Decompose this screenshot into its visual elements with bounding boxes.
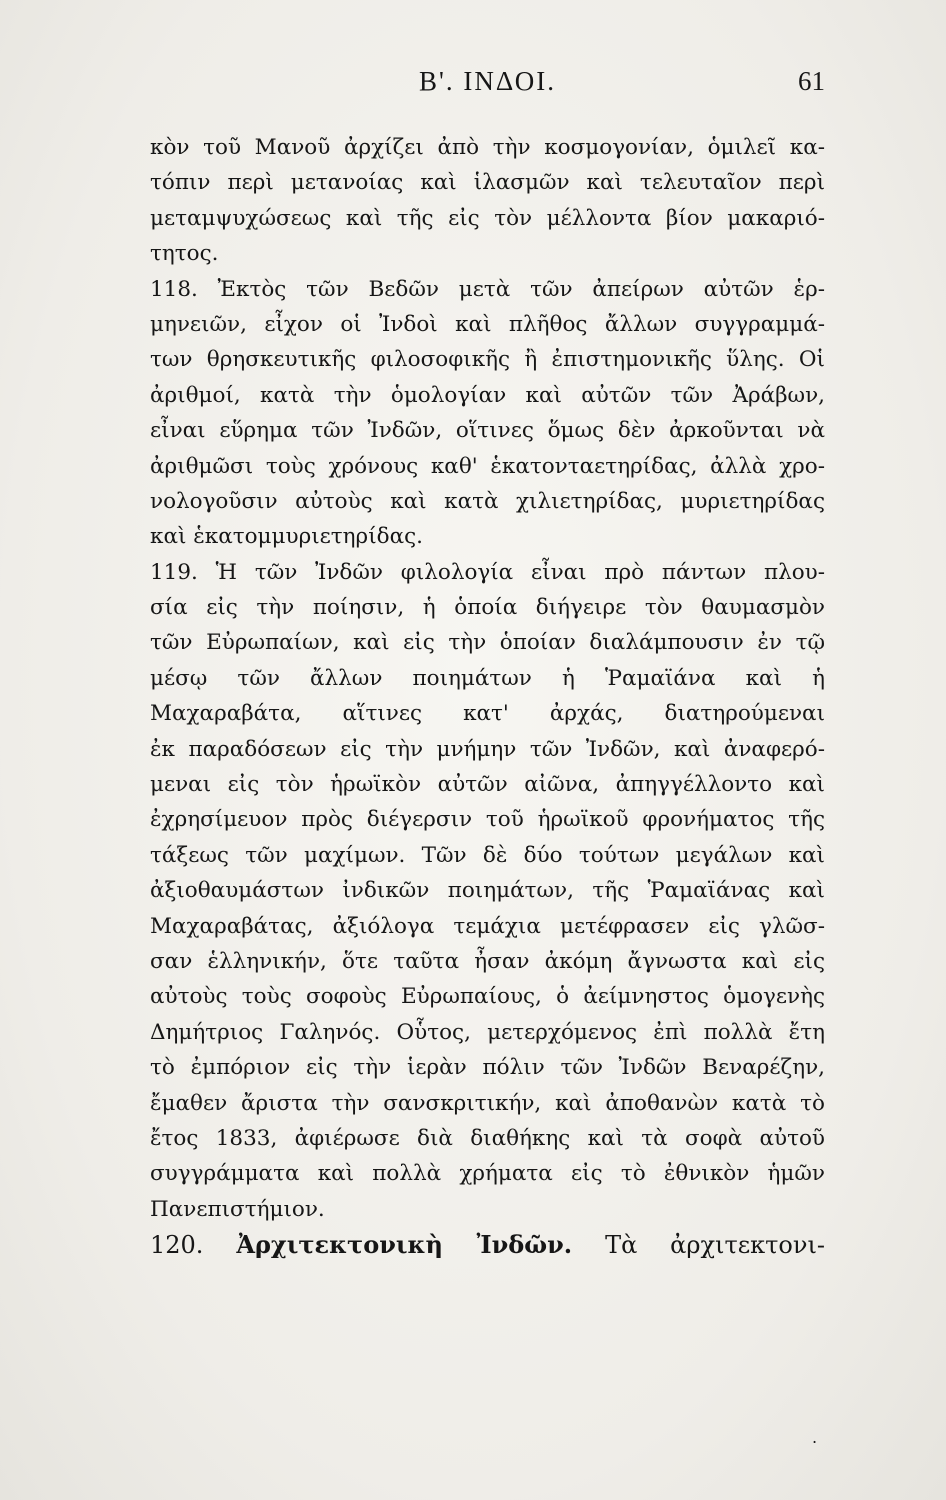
text-line: ἐκ παραδόσεων εἰς τὴν μνήμην τῶν Ἰνδῶν, καὶ ἀναφερό- [150,736,825,762]
text-line: ἀριθμοί, κατὰ τὴν ὁμολογίαν καὶ αὐτῶν τῶν Ἀράβων, [150,382,825,408]
section-number: 120. [150,1231,204,1260]
text-line: μεταμψυχώσεως καὶ τῆς εἰς τὸν μέλλοντα βίον μακαριό- [150,205,825,231]
text-line: 118. Ἐκτὸς τῶν Βεδῶν μετὰ τῶν ἀπείρων αὐτῶν ἑρ- [150,276,825,302]
text-line: μεναι εἰς τὸν ἡρωϊκὸν αὐτῶν αἰῶνα, ἀπηγγέλλοντο καὶ [150,772,825,798]
body-text [150,130,825,1263]
text-line: μηνειῶν, εἶχον οἱ Ἰνδοὶ καὶ πλῆθος ἄλλων συγγραμμά- [150,311,825,337]
text-line: τόπιν περὶ μετανοίας καὶ ἱλασμῶν καὶ τελευταῖον περὶ [150,170,825,196]
section-text: Τὰ ἀρχιτεκτονι- [605,1231,825,1260]
text-line: Πανεπιστήμιον. [150,1196,325,1222]
text-line: αὐτοὺς τοὺς σοφοὺς Εὐρωπαίους, ὁ ἀείμνηστος ὁμογενὴς [150,984,825,1010]
text-line: εἶναι εὕρημα τῶν Ἰνδῶν, οἵτινες ὅμως δὲν ἀρκοῦνται νὰ [150,418,825,444]
text-line: Μαχαραβάτας, ἀξιόλογα τεμάχια μετέφρασεν εἰς γλῶσ- [150,913,825,939]
running-head: Β'. ΙΝΔΟΙ. [419,66,556,96]
stray-mark: . [812,1428,818,1447]
text-line: ἀριθμῶσι τοὺς χρόνους καθ' ἑκατονταετηρίδας, ἀλλὰ χρο- [150,453,825,479]
text-line: Δημήτριος Γαληνός. Οὗτος, μετερχόμενος ἐπὶ πολλὰ ἔτη [150,1019,825,1045]
section-title: Ἀρχιτεκτονικὴ Ἰνδῶν. [236,1230,573,1260]
text-line: ἔμαθεν ἄριστα τὴν σανσκριτικήν, καὶ ἀποθανὼν κατὰ τὸ [150,1090,825,1116]
text-line: κὸν τοῦ Μανοῦ ἀρχίζει ἀπὸ τὴν κοσμογονίαν, ὁμιλεῖ κα- [150,135,825,160]
text-line: συγγράμματα καὶ πολλὰ χρήματα εἰς τὸ ἐθνικὸν ἡμῶν [150,1161,825,1187]
text-line: σία εἰς τὴν ποίησιν, ἡ ὁποία διήγειρε τὸν θαυμασμὸν [150,595,825,621]
page-header [150,66,825,106]
text-line: τάξεως τῶν μαχίμων. Τῶν δὲ δύο τούτων μεγάλων καὶ [150,842,825,868]
text-line: τῶν Εὐρωπαίων, καὶ εἰς τὴν ὁποίαν διαλάμπουσιν ἐν τῷ [150,630,825,656]
text-line: ἐχρησίμευον πρὸς διέγερσιν τοῦ ἡρωϊκοῦ φρονήματος τῆς [150,807,825,833]
section-heading-line [150,1227,825,1262]
text-line: των θρησκευτικῆς φιλοσοφικῆς ἢ ἐπιστημονικῆς ὕλης. Οἱ [150,347,825,373]
text-line: Μαχαραβάτα, αἵτινες κατ' ἀρχάς, διατηρούμεναι [150,701,825,727]
text-line: ἔτος 1833, ἀφιέρωσε διὰ διαθήκης καὶ τὰ σοφὰ αὐτοῦ [150,1125,825,1151]
text-line: τητος. [150,241,219,267]
text-line: ἀξιοθαυμάστων ἰνδικῶν ποιημάτων, τῆς Ῥαμαϊάνας καὶ [150,878,825,904]
page-number: 61 [798,66,825,96]
text-line: 119. Ἡ τῶν Ἰνδῶν φιλολογία εἶναι πρὸ πάντων πλου- [150,559,825,585]
text-line: μέσῳ τῶν ἄλλων ποιημάτων ἡ Ῥαμαϊάνα καὶ ἡ [150,665,825,691]
text-line: σαν ἑλληνικήν, ὅτε ταῦτα ἦσαν ἀκόμη ἄγνωστα καὶ εἰς [150,948,825,974]
text-line: νολογοῦσιν αὐτοὺς καὶ κατὰ χιλιετηρίδας, μυριετηρίδας [150,488,825,514]
text-line: καὶ ἑκατομμυριετηρίδας. [150,524,423,550]
text-line: τὸ ἐμπόριον εἰς τὴν ἱερὰν πόλιν τῶν Ἰνδῶν Βεναρέζην, [150,1055,825,1081]
